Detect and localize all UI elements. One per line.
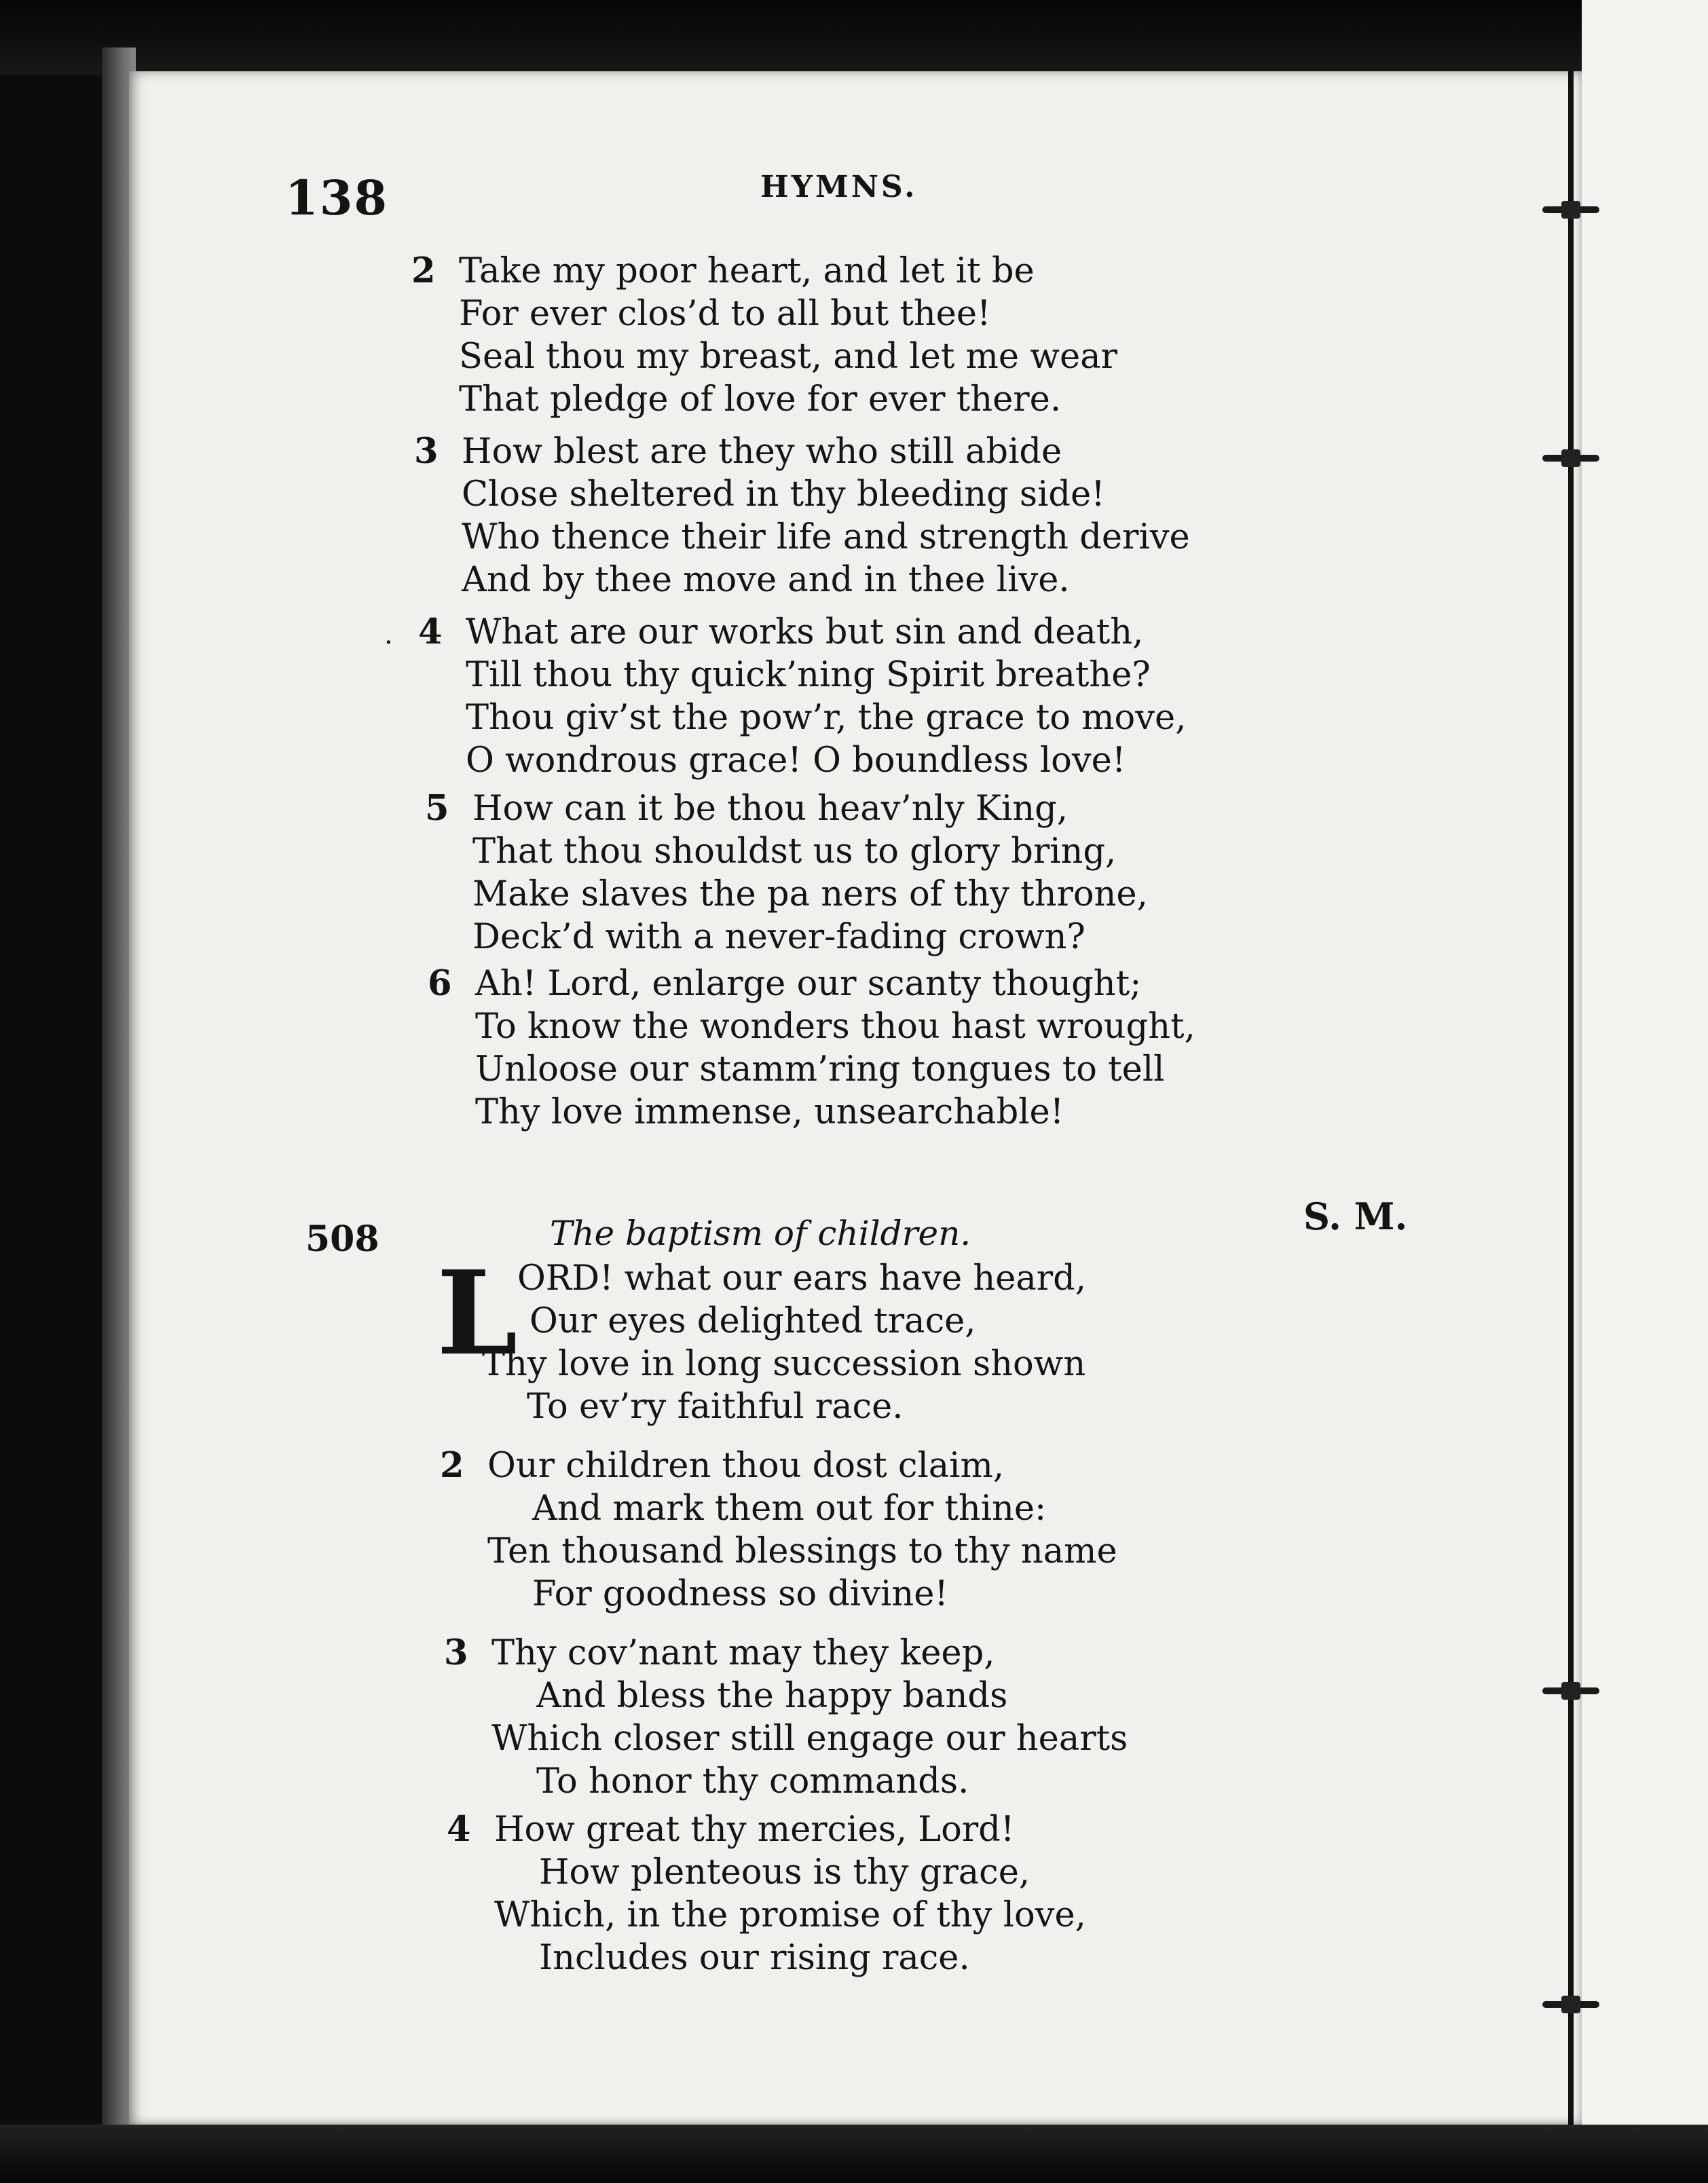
verse-line: ORD! what our ears have heard, — [517, 1258, 1087, 1299]
verse-line: How plenteous is thy grace, — [539, 1852, 1031, 1892]
stanza-1 — [482, 1257, 1086, 1428]
verse-line: For ever clos’d to all but thee! — [459, 294, 991, 334]
verse-line: What are our works but sin and death, — [466, 612, 1144, 652]
verse-line: O wondrous grace! O boundless love! — [466, 741, 1126, 781]
verse-line: How great thy mercies, Lord! — [494, 1810, 1015, 1850]
verse-line: Close sheltered in thy bleeding side! — [462, 474, 1105, 515]
stanza-number: 6 — [428, 963, 452, 1004]
page-number: 138 — [285, 170, 389, 226]
verse-line: Thy cov’nant may they keep, — [491, 1633, 995, 1673]
stanza-number: 4 — [447, 1809, 471, 1850]
verse-line: Includes our rising race. — [539, 1938, 970, 1978]
stanza-2 — [411, 250, 1117, 421]
verse-line: Who thence their life and strength derive — [462, 517, 1190, 557]
verse-line: Which closer still engage our hearts — [491, 1719, 1128, 1759]
verse-line: Ah! Lord, enlarge our scanty thought; — [475, 964, 1142, 1004]
hymn-meter: S. M. — [1303, 1195, 1408, 1238]
verse-line: Till thou thy quick’ning Spirit breathe? — [466, 655, 1151, 695]
stanza-number: 2 — [411, 250, 436, 291]
binding-line — [1568, 71, 1574, 2128]
stanza-number: 4 — [418, 612, 443, 652]
verse-line: How blest are they who still abide — [462, 432, 1062, 472]
binding-clip — [1542, 201, 1599, 219]
running-head: HYMNS. — [760, 170, 918, 204]
stanza-number: 3 — [414, 431, 439, 472]
film-frame-top — [0, 0, 1708, 75]
stanza-6 — [428, 963, 1195, 1134]
stanza-3 — [444, 1632, 1128, 1803]
stanza-4 — [418, 611, 1187, 782]
verse-line: And bless the happy bands — [536, 1676, 1008, 1716]
verse-line: Seal thou my breast, and let me wear — [459, 337, 1117, 377]
verse-line: Make slaves the pa ners of thy throne, — [472, 874, 1148, 914]
stanza-number: 3 — [444, 1632, 468, 1673]
binding-clip — [1542, 449, 1599, 467]
stanza-2 — [440, 1444, 1117, 1616]
verse-line: Take my poor heart, and let it be — [459, 251, 1035, 291]
hymn-number: 508 — [305, 1218, 379, 1260]
verse-line: And mark them out for thine: — [532, 1489, 1047, 1529]
verse-line: Ten thousand blessings to thy name — [487, 1531, 1117, 1571]
stanza-3 — [414, 430, 1190, 601]
verse-line: Thy love immense, unsearchable! — [475, 1092, 1064, 1132]
verse-line: That thou shouldst us to glory bring, — [472, 832, 1117, 872]
film-frame-bottom — [0, 2125, 1708, 2183]
ink-speck: . — [384, 619, 393, 650]
verse-line: Deck’d with a never-fading crown? — [472, 917, 1085, 957]
binding-clip — [1542, 1996, 1599, 2013]
verse-line: Unloose our stamm’ring tongues to tell — [475, 1049, 1165, 1089]
stanza-5 — [425, 787, 1148, 958]
verse-line: And by thee move and in thee live. — [462, 560, 1070, 600]
verse-line: Our eyes delighted trace, — [530, 1301, 976, 1341]
verse-line: To honor thy commands. — [536, 1761, 969, 1802]
verse-line: Thou giv’st the pow’r, the grace to move, — [466, 698, 1187, 738]
stanza-4 — [447, 1808, 1086, 1979]
verse-line: Our children thou dost claim, — [487, 1446, 1005, 1486]
hymn-title: The baptism of children. — [550, 1214, 971, 1253]
stanza-number: 5 — [425, 788, 449, 829]
verse-line: Thy love in long succession shown — [482, 1344, 1086, 1384]
verse-line: To ev’ry faithful race. — [527, 1387, 904, 1427]
verse-line: To know the wonders thou hast wrought, — [475, 1007, 1195, 1047]
binding-clip — [1542, 1682, 1599, 1700]
verse-line: How can it be thou heav’nly King, — [472, 789, 1068, 829]
verse-line: Which, in the promise of thy love, — [494, 1895, 1086, 1935]
verse-line: For goodness so divine! — [532, 1574, 948, 1614]
stanza-number: 2 — [440, 1445, 464, 1486]
drop-cap: L — [437, 1246, 518, 1381]
verse-line: That pledge of love for ever there. — [459, 379, 1062, 419]
adjacent-page-margin — [1582, 0, 1708, 2183]
